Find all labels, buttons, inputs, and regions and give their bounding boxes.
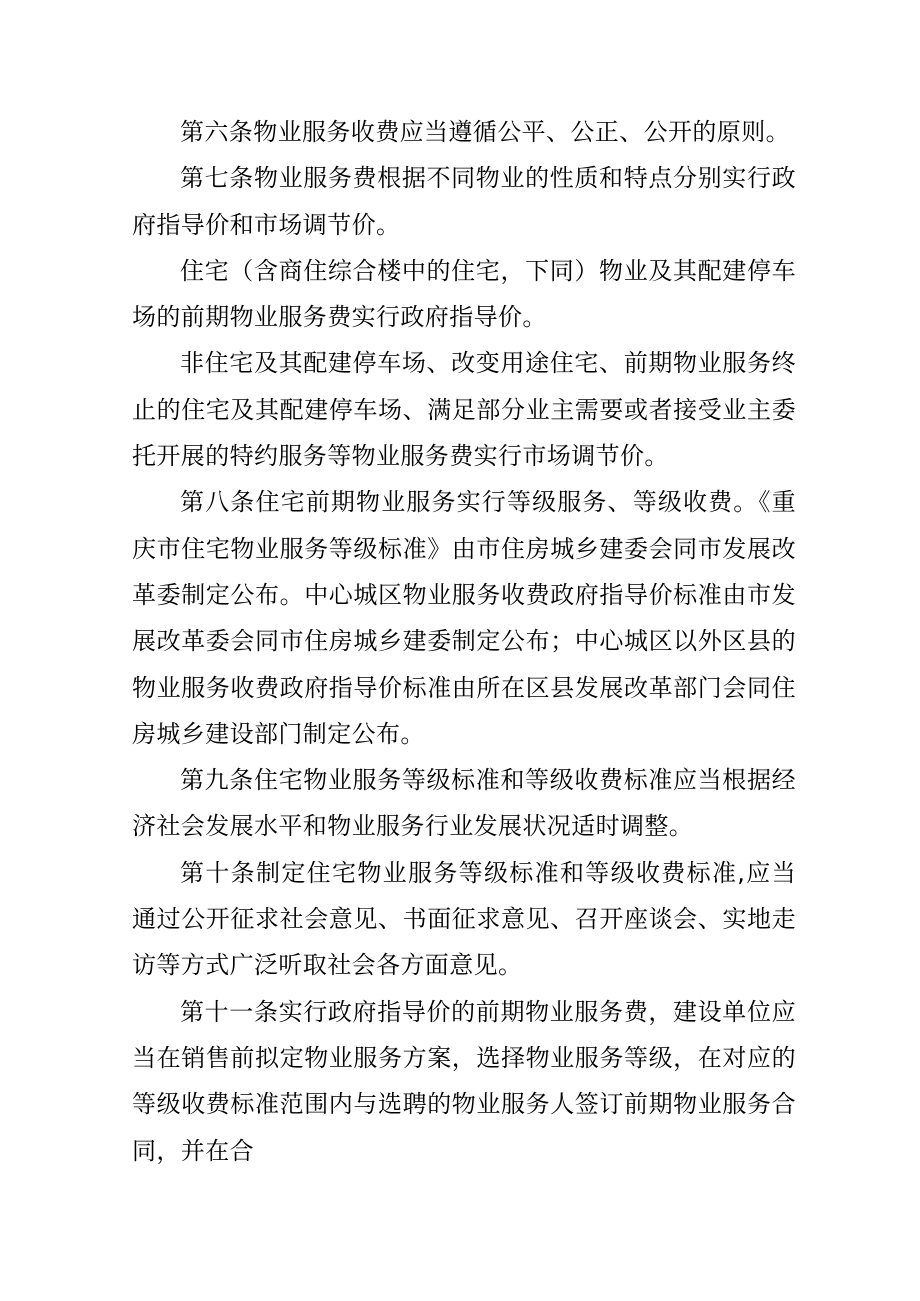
article-6-paragraph: 第六条物业服务收费应当遵循公平、公正、公开的原则。 [180,118,790,146]
article-10-paragraph: 第十条制定住宅物业服务等级标准和等级收费标准,应当通过公开征求社会意见、书面征求意见、召开座谈会、实地走访等方式广泛听取社会各方面意见。 [132,858,796,980]
article-11-paragraph: 第十一条实行政府指导价的前期物业服务费，建设单位应当在销售前拟定物业服务方案，选择物业服务等级，在对应的等级收费标准范围内与选聘的物业服务人签订前期物业服务合同，并在合 [132,997,796,1165]
article-8-paragraph: 第八条住宅前期物业服务实行等级服务、等级收费。《重庆市住宅物业服务等级标准》由市住房城乡建委会同市发展改革委制定公布。中心城区物业服务收费政府指导价标准由市发展改革委会同市住房城乡建委制定公布；中心城区以外区县的物业服务收费政府指导价标准由所在区县发展改革部门会同住房城乡建设部门制定公布。 [132,488,796,748]
residential-pricing-paragraph: 住宅（含商住综合楼中的住宅，下同）物业及其配建停车场的前期物业服务费实行政府指导价。 [132,256,796,332]
article-7-paragraph: 第七条物业服务费根据不同物业的性质和特点分别实行政府指导价和市场调节价。 [132,164,796,239]
document-body [132,109,796,1174]
article-9-paragraph: 第九条住宅物业服务等级标准和等级收费标准应当根据经济社会发展水平和物业服务行业发展状况适时调整。 [132,766,796,841]
non-residential-pricing-paragraph: 非住宅及其配建停车场、改变用途住宅、前期物业服务终止的住宅及其配建停车场、满足部分业主需要或者接受业主委托开展的特约服务等物业服务费实行市场调节价。 [132,349,796,471]
